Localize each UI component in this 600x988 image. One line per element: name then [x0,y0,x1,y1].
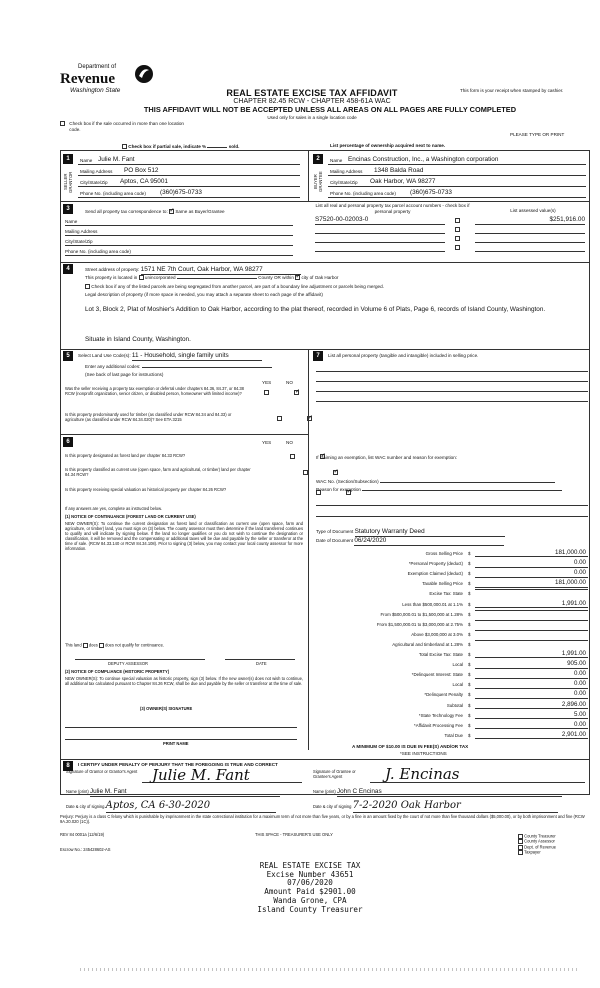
calc-label: From $1,500,000.01 to $3,000,000 at 2.75% [376,621,463,627]
seller-name-label: Name [80,157,93,163]
calc-row [310,660,588,670]
reason-line-3[interactable] [316,511,588,517]
section-1-number: 1 [63,154,73,164]
s5-q1: Was the seller receiving a property tax exemption or deferral under chapters 84.36, 84.37, or 84.38 RCW (nonprofit organization, senior citizen, or disabled person, homeowner with limited income)? [65,386,244,396]
calc-value[interactable] [475,589,588,590]
calc-dollar: $ [468,551,471,556]
located-row [85,274,585,281]
s3-name-label: Name [65,219,78,224]
buyer-side-label: BUYER GRANTEE [313,171,324,193]
segregated-checkbox[interactable] [85,284,90,289]
seller-phone-label: Phone No. (including area code) [80,190,146,196]
grantor-name-row [66,788,302,797]
stamp-line2: Excise Number 43651 [266,869,354,879]
calc-dollar: $ [468,682,471,688]
grantee-signature: J. Encinas [385,765,460,783]
calc-label: Total Due [444,732,463,738]
s6-no-header: NO [286,440,293,445]
legal-description[interactable]: Lot 3, Block 2, Plat of Moshier's Addition to Oak Harbor, according to the plat thereof, recorded in Volume 6 of Plats, Page 6, records of Island County, Washington. [85,306,546,313]
qualify-does-not-checkbox[interactable] [99,643,104,648]
calc-value[interactable]: 181,000.00 [475,549,588,557]
receipt-note: This form is your receipt when stamped by cashier. [460,88,564,93]
grantee-date-row [313,800,585,813]
grantee-name-label: Name (print) [313,789,336,794]
calc-value[interactable]: 5.00 [475,711,588,719]
print-name-line[interactable] [65,734,297,740]
same-as-buyer-checkbox[interactable] [169,209,174,214]
segregated-label: Check box if any of the listed parcels are being segregated from another parcel, are part of a boundary line adjustment or parcels being merged. [91,284,384,289]
s3-city-line[interactable] [65,236,293,246]
calc-label: Local [452,662,463,668]
see-instructions: *SEE INSTRUCTIONS [400,751,447,756]
divider-3 [60,262,590,263]
buyer-name-label: Name [330,157,343,163]
s5-yes-header: YES [262,380,272,385]
dept-line1: Department of [78,64,117,70]
calc-dollar: $ [468,601,471,607]
land-use-label: Select Land Use Code(s): [78,353,131,358]
seller-mail[interactable]: PO Box 512 [124,167,159,175]
notice2-title: (2) NOTICE OF COMPLIANCE (HISTORIC PROPERTY) [65,669,170,674]
s5-q2-yes[interactable] [277,416,282,421]
copy-county-treasurer-checkbox[interactable] [518,834,523,839]
parcel-line-2[interactable] [315,225,445,234]
calc-label: Gross Selling Price [425,551,463,556]
personal-property-lines [316,362,588,402]
grantee-date[interactable]: 7-2-2020 Oak Harbor [353,800,558,813]
calc-row [310,731,588,741]
calc-value[interactable]: 2,901.00 [475,731,588,739]
s6-q1: Is this property designated as forest land per chapter 84.33 RCW? [65,453,186,458]
buyer-block [328,155,586,198]
calc-dollar: $ [468,631,471,637]
s6-q2-yes[interactable] [303,470,308,475]
doc-date[interactable]: 06/24/2020 [354,537,504,546]
partial-sale-sold: sold. [228,144,240,149]
doc-type[interactable]: Statutory Warranty Deed [355,528,505,537]
calc-row [310,640,588,650]
calc-dollar: $ [468,692,471,698]
notice1-title: (1) NOTICE OF CONTINUANCE (FOREST LAND OR CURRENT USE) [65,514,196,519]
personal-property-line-4[interactable] [316,392,588,402]
calc-dollar: $ [468,621,471,627]
calc-dollar: $ [468,591,471,597]
calc-dollar: $ [468,611,471,617]
calc-row [310,569,588,579]
section-4-number: 4 [63,264,73,274]
doc-type-row [316,528,588,537]
divider-4 [60,349,590,350]
scan-edge [80,968,580,971]
parcel-number[interactable]: S7520-00-02003-0 [315,216,445,225]
grantor-date-label: Date & city of signing [66,804,105,809]
calc-dollar: $ [468,732,471,738]
rev-number: REV 84 0001a (12/6/19) [60,832,105,837]
calc-label: *State Technology Fee [418,712,463,718]
grantor-date-row [66,800,302,813]
street-address[interactable]: 1571 NE 7th Court, Oak Harbor, WA 98277 [141,266,301,275]
calc-label: Above $3,000,000 at 3.0% [411,631,463,637]
grantee-sig-label: Signature of Grantee or Grantee's Agent [313,769,356,779]
additional-codes-label: Enter any additional codes: [85,364,141,369]
additional-codes-input[interactable] [142,363,272,368]
calc-dollar: $ [468,702,471,708]
land-use-code[interactable]: 11 - Household, single family units [132,352,262,361]
personal-property-line-1[interactable] [316,362,588,372]
calc-label: Local [452,682,463,688]
treasurer-use: THIS SPACE - TREASURER'S USE ONLY [255,832,333,837]
calc-value[interactable]: 0.00 [475,559,588,567]
stamp-line4: Amount Paid $2901.00 [264,887,356,897]
assessor-date-label: DATE [256,661,267,666]
situate-text[interactable]: Situate in Island County, Washington. [85,336,191,343]
calc-value[interactable]: 0.00 [475,569,588,577]
qualify-label: This land [65,642,82,648]
copy-distribution [518,834,590,856]
exemption-label: If claiming an exemption, list WAC number and reason for exemption: [316,455,458,460]
partial-sale-percent[interactable] [207,143,227,148]
copy-taxpayer-checkbox[interactable] [518,850,523,855]
divider-vertical-57 [308,349,309,750]
s3-phone-line[interactable] [65,246,293,256]
calc-label: Exemption Claimed (deduct) [407,571,463,577]
stamp-line5: Wanda Grone, CPA [273,895,347,905]
copy-dept-revenue-checkbox[interactable] [518,845,523,850]
buyer-city-label: City/State/Zip [330,179,358,185]
calc-value[interactable] [475,620,588,621]
calc-dollar: $ [468,712,471,718]
calc-dollar: $ [468,662,471,668]
notice1-text: NEW OWNER(S): To continue the current designation as forest land or classification as current use (open space, farm and agriculture, or timber) land, you must sign on (3) below. The county assessor must then determine if the land transferred continues to qualify and will indicate by signing below. If the land no longer qualifies or you do not wish to continue the designation or classification, it will be removed and the compensating or additional taxes will be due and payable by the seller or transferor at the time of sale. (RCW 84.33.140 or RCW 84.34.108). Prior to signing (3) below, you may contact your local county assessor for more information. [65,521,303,551]
qualify-does-label: does [88,642,98,648]
section-8-number: 8 [63,761,73,771]
copy-county-assessor: County Assessor [524,839,555,845]
grantee-date-label: Date & city of signing [313,804,352,809]
partial-sale-row [122,143,239,150]
section-6-number: 6 [63,437,73,447]
calc-label: *Delinquent Interest: State [411,672,463,678]
calc-row [310,589,588,599]
multi-location-checkbox[interactable] [60,121,65,126]
parcel-personal-checkbox-2[interactable] [455,227,460,232]
s3-name-line[interactable] [65,216,293,226]
form-warning: THIS AFFIDAVIT WILL NOT BE ACCEPTED UNLESS ALL AREAS ON ALL PAGES ARE FULLY COMPLETED [143,105,517,114]
calc-row [310,620,588,630]
divider-8 [60,759,590,760]
personal-property-line-3[interactable] [316,382,588,392]
reason-row [316,486,588,493]
calc-value[interactable]: 1,991.00 [475,600,588,608]
owner-signature-label: (3) OWNER(S) SIGNATURE [140,706,193,711]
perjury-text: Perjury: Perjury is a class C felony which is punishable by imprisonment in the state correctional institution for a maximum term of not more than five years, or by a fine in an amount fixed by the court of not more than five thousand dollars ($5,000.00), or by both imprisonment and fine (RCW 9A.20.020 (1C)). [60,814,585,824]
form-chapter: CHAPTER 82.45 RCW - CHAPTER 458-61A WAC [233,98,391,105]
grantor-name[interactable]: Julie M. Fant [90,788,280,797]
calc-dollar: $ [468,581,471,587]
calc-value[interactable]: 2,896.00 [475,701,588,709]
calc-value[interactable]: 1,991.00 [475,650,588,658]
calc-value[interactable]: 0.00 [475,670,588,678]
calc-dollar: $ [468,641,471,647]
grantor-name-label: Name (print) [66,789,89,794]
divider-5 [60,434,308,435]
street-label: Street address of property: [85,267,140,272]
buyer-city[interactable]: Oak Harbor, WA 98277 [370,178,436,186]
reason-input[interactable] [362,486,562,491]
city-checkbox[interactable] [295,275,300,280]
wac-row [316,478,588,485]
calc-value[interactable]: 0.00 [475,721,588,729]
parcel-personal-checkbox-1[interactable] [455,218,460,223]
partial-sale-checkbox[interactable] [122,144,127,149]
calc-row [310,549,588,559]
s3-city-label: City/State/Zip [65,239,93,244]
grantor-date[interactable]: Aptos, CA 6-30-2020 [106,800,276,813]
copy-county-treasurer: County Treasurer [524,833,556,839]
grantee-name[interactable]: John C Encinas [337,788,562,797]
seller-block [78,155,300,198]
calc-value[interactable]: 0.00 [475,680,588,688]
buyer-phone-label: Phone No. (including area code) [330,190,396,196]
buyer-mail[interactable]: 1348 Balda Road [374,167,424,175]
dept-line2: Revenue [60,71,115,87]
please-type: PLEASE TYPE OR PRINT [510,132,565,137]
grantor-sig-label: Signature of Grantor or Grantor's Agent [66,769,138,774]
calc-value[interactable]: 905.00 [475,660,588,668]
s5-q2: Is this property predominantly used for timber (as classified under RCW 84.34 and 84.33) or agriculture (as classified under RCW 84.34.020)? See ETA 3215 [65,412,232,422]
s6-yes-header: YES [262,440,272,445]
escrow-number: Escrow No.: 245428602-AS [60,847,111,852]
qualify-does-not-label: does not qualify for continuance. [105,642,165,648]
doc-date-row [316,537,588,546]
legal-label: Legal description of property (if more space is needed, you may attach a separate sheet to each page of the affidavit) [85,292,323,297]
calc-row [310,711,588,721]
buyer-name[interactable]: Encinas Construction, Inc., a Washington corporation [348,156,499,164]
calc-label: *Affidavit Processing Fee [414,722,463,728]
assessor-date-line[interactable] [225,654,295,660]
divider-vertical-12 [308,150,309,201]
buyer-phone[interactable]: (360)675-0733 [410,189,452,197]
calc-value[interactable] [475,640,588,641]
ownership-note: List percentage of ownership acquired next to name. [330,143,446,148]
treasurer-stamp [200,862,420,914]
form-title: REAL ESTATE EXCISE TAX AFFIDAVIT [226,88,398,98]
unincorporated-checkbox[interactable] [139,275,144,280]
notice2-text: NEW OWNER(S): To continue special valuation as historic property, sign (3) below. If the new owner(s) does not wish to continue, all additional tax calculated pursuant to Chapter 84.26 RCW, shall be due and payable by the seller or transferor at the time of sale. [65,676,303,686]
calc-label: Total Excise Tax: State [418,652,463,657]
parcel-personal-checkbox-4[interactable] [455,245,460,250]
s6-q1-yes[interactable] [290,454,295,459]
personal-property-line-2[interactable] [316,372,588,382]
parcel-personal-checkbox-3[interactable] [455,236,460,241]
dor-swirl-icon [134,64,154,84]
reason-line-2[interactable] [316,500,588,506]
copy-taxpayer: Taxpayer [524,850,541,856]
county-line[interactable] [177,274,257,279]
wac-label: WAC No. (Section/Subsection) [316,479,379,484]
doc-date-label: Date of Document [316,538,354,543]
calc-dollar: $ [468,722,471,728]
segregated-row [85,284,585,290]
unincorporated-label: unincorporated [144,275,176,280]
grantor-signature: Julie M. Fant [152,766,250,784]
see-back: (See back of last page for instructions) [85,372,164,377]
same-as-buyer-label: Same as Buyer/Grantee [175,209,225,214]
wac-input[interactable] [380,478,555,483]
qualify-does-checkbox[interactable] [83,643,88,648]
s5-q1-no[interactable] [294,390,299,395]
calc-row [310,721,588,731]
calc-label: Taxable Selling Price [422,581,463,587]
section-5-number: 5 [63,351,73,361]
s5-no-header: NO [286,380,293,385]
stamp-line3: 07/06/2020 [287,878,333,888]
additional-codes-row [85,363,303,370]
calc-label: Subtotal [446,702,463,708]
send-label: Send all property tax correspondence to: [85,209,168,214]
copy-county-assessor-checkbox[interactable] [518,839,523,844]
used-only-note: Used only for sales in a single location code [267,115,357,120]
s5-q1-yes[interactable] [264,390,269,395]
print-name-label: PRINT NAME [163,741,189,746]
certify-text: I CERTIFY UNDER PENALTY OF PERJURY THAT THE FOREGOING IS TRUE AND CORRECT [78,762,278,767]
land-use-row [78,352,303,361]
calc-row [310,559,588,569]
multi-location-row [60,121,200,132]
calc-row [310,600,588,610]
parcel-list [315,216,585,252]
calc-row [310,579,588,589]
calc-row [310,630,588,640]
section3-contact [65,216,293,256]
s6-if-yes: If any answers are yes, complete as instructed below. [65,506,162,511]
calc-row [310,670,588,680]
located-label: This property is located in [85,275,138,280]
calc-row [310,650,588,660]
s3-phone-label: Phone No. (including area code) [65,249,131,254]
deputy-assessor-label: DEPUTY ASSESSOR [108,661,148,666]
assessed-header: List assessed value(s) [510,208,556,213]
buyer-mail-label: Mailing Address [330,168,363,174]
section-3-number: 3 [63,204,73,214]
seller-city-label: City/State/Zip [80,179,108,185]
s3-mail-label: Mailing Address [65,229,98,234]
assessed-line-4[interactable] [475,243,585,252]
parcel-line-4[interactable] [315,243,445,252]
seller-city[interactable]: Aptos, CA 95001 [120,178,168,186]
s6-q2: Is this property classified as current use (open space, farm and agricultural, or timber) land per chapter 84.34 RCW? [65,467,251,477]
calc-value[interactable]: 0.00 [475,690,588,698]
assessed-value[interactable]: $251,916.00 [475,216,585,225]
calc-dollar: $ [468,652,471,657]
parcel-line-3[interactable] [315,234,445,243]
divider-12 [60,201,590,202]
calc-row [310,680,588,690]
calc-row [310,701,588,711]
calc-value[interactable]: 181,000.00 [475,579,588,587]
partial-sale-label: Check box if partial sale, indicate % [128,144,207,149]
reason-label: Reason for exemption [316,487,361,492]
calc-label: Agricultural and timberland at 1.28% [392,641,463,647]
qualify-row [65,643,164,648]
doc-type-label: Type of Document [316,529,354,534]
calc-label: Excise Tax: State [429,591,463,597]
dor-logo [60,62,160,102]
calc-label: *Delinquent Penalty [424,692,463,698]
stamp-line6: Island County Treasurer [257,904,363,914]
section-2-number: 2 [313,154,323,164]
personal-property-label: List all personal property (tangible and intangible) included in selling price. [328,353,479,358]
calc-row [310,610,588,620]
minimum-note: A MINIMUM OF $10.00 IS DUE IN FEE(S) AND/OR TAX [352,744,469,749]
stamp-line1: REAL ESTATE EXCISE TAX [259,861,361,870]
calc-dollar: $ [468,561,471,567]
parcel-header: List all real and personal property tax parcel account numbers - check box if personal property [315,203,470,214]
section-7-number: 7 [313,351,323,361]
calc-label: From $500,000.01 to $1,500,000 at 1.28% [380,611,463,617]
grantee-name-row [313,788,585,797]
send-correspondence [85,209,225,215]
calc-dollar: $ [468,571,471,577]
seller-side-label: SELLER GRANTOR [63,171,74,193]
calc-label: *Personal Property (deduct) [408,561,463,567]
calc-value[interactable] [475,630,588,631]
city-label: city of Oak Harbor [301,275,339,280]
assessed-line-3[interactable] [475,234,585,243]
copy-dept-revenue: Dept. of Revenue [524,844,557,850]
seller-name[interactable]: Julie M. Fant [98,156,135,164]
multi-location-label: Check box if the sale occurred in more than one location code. [69,121,184,132]
deputy-assessor-line[interactable] [75,654,205,660]
owner-signature-line[interactable] [65,722,297,728]
calc-value[interactable] [475,610,588,611]
seller-phone[interactable]: (360)675-0733 [160,189,202,197]
calc-row [310,690,588,700]
s3-mail-line[interactable] [65,226,293,236]
calc-dollar: $ [468,672,471,678]
s6-q2-no[interactable] [333,470,338,475]
dept-line3: Washington State [70,87,121,94]
calc-label: Less than $500,000.01 at 1.1% [402,601,463,607]
assessed-line-2[interactable] [475,225,585,234]
county-label: County OR within [258,275,294,280]
s6-q3: Is this property receiving special valuation as historical property per chapter 84.26 RCW? [65,487,227,492]
seller-mail-label: Mailing Address [80,168,113,174]
